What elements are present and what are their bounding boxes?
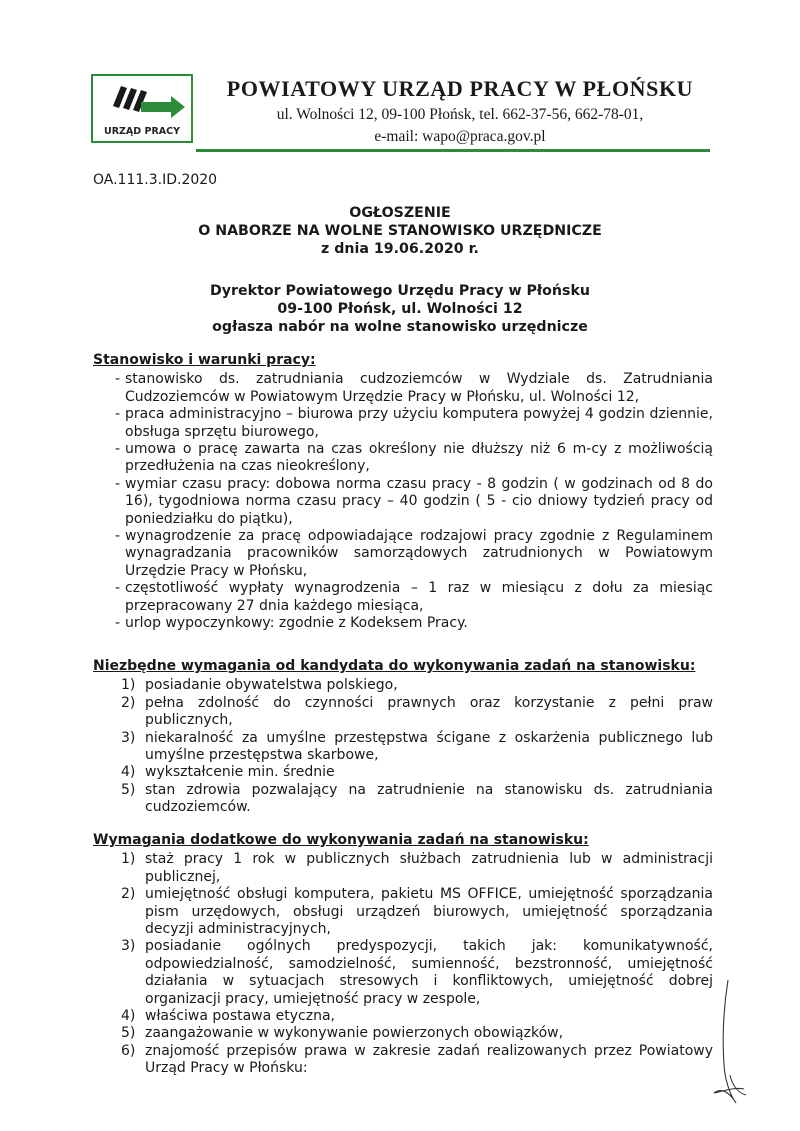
announcement-title (100, 204, 700, 258)
item-number: 5) (121, 781, 136, 798)
item-text: stan zdrowia pozwalający na zatrudnienie na stanowisku ds. zatrudniania cudzoziemców. (145, 781, 713, 816)
organization-name: POWIATOWY URZĄD PRACY W PŁOŃSKU (226, 76, 694, 101)
item-number: 1) (121, 851, 136, 868)
announcement-line-2: O NABORZE NA WOLNE STANOWISKO URZĘDNICZE (198, 223, 602, 239)
item-text: pełna zdolność do czynności prawnych oraz korzystanie z pełni praw publicznych, (145, 694, 713, 729)
item-text: znajomość przepisów prawa w zakresie zadań realizowanych przez Powiatowy Urząd Pracy w Płońsku: (145, 1042, 713, 1077)
item-number: 5) (121, 1025, 136, 1042)
logo (91, 74, 193, 143)
list-item (121, 677, 713, 694)
list-item (121, 764, 713, 781)
arrow-logo-icon (93, 76, 191, 126)
item-text: niekaralność za umyślne przestępstwa ścigane z oskarżenia publicznego lub umyślne przestępstwa skarbowe, (145, 729, 713, 764)
conditions-list (93, 371, 713, 632)
director-block (100, 282, 700, 336)
item-number: 3) (121, 729, 136, 746)
item-number: 6) (121, 1042, 136, 1059)
section-required-qualifications (93, 658, 713, 817)
requirements-list (93, 677, 713, 816)
list-item (121, 851, 713, 886)
handwritten-signature (700, 975, 760, 1115)
list-item: - częstotliwość wypłaty wynagrodzenia – 1 raz w miesiącu z dołu za miesiąc przepracowany 27 dnia każdego miesiąca, (115, 580, 713, 615)
item-text: staż pracy 1 rok w publicznych służbach zatrudnienia lub w administracji publicznej, (145, 851, 713, 885)
logo-text: URZĄD PRACY (104, 126, 180, 137)
item-number: 4) (121, 1008, 136, 1025)
header-divider (196, 149, 710, 152)
item-text: posiadanie obywatelstwa polskiego, (145, 677, 398, 694)
list-item: - urlop wypoczynkowy: zgodnie z Kodeksem Pracy. (115, 615, 713, 632)
list-item (121, 938, 713, 1008)
director-line-3: ogłasza nabór na wolne stanowisko urzędnicze (212, 319, 588, 335)
announcement-line-3: z dnia 19.06.2020 r. (321, 241, 479, 257)
item-text: wykształcenie min. średnie (145, 764, 335, 781)
organization-address: ul. Wolności 12, 09-100 Płońsk, tel. 662-37-56, 662-78-01, (276, 106, 644, 123)
section-position-conditions (93, 352, 713, 633)
organization-email: e-mail: wapo@praca.gov.pl (374, 128, 546, 145)
list-item (121, 1008, 713, 1025)
section-title: Stanowisko i warunki pracy: (93, 352, 316, 368)
list-item: - umowa o pracę zawarta na czas określony nie dłuższy niż 6 m-cy z możliwością przedłużenia na czas nieokreślony, (115, 441, 713, 476)
item-number: 2) (121, 886, 136, 903)
item-text: zaangażowanie w wykonywanie powierzonych obowiązków, (145, 1025, 564, 1042)
item-number: 1) (121, 677, 136, 694)
director-line-2: 09-100 Płońsk, ul. Wolności 12 (277, 301, 523, 317)
list-item (121, 730, 713, 765)
item-number: 3) (121, 938, 136, 955)
list-item: - wymiar czasu pracy: dobowa norma czasu pracy - 8 godzin ( w godzinach od 8 do 16), tygodniowa norma czasu pracy – 40 godzin ( 5 - cio dniowy tydzień pracy od poniedziałku do piątku), (115, 476, 713, 528)
list-item (121, 1043, 713, 1078)
additional-requirements-list (93, 851, 713, 1077)
document-reference: OA.111.3.ID.2020 (93, 172, 218, 188)
item-number: 4) (121, 764, 136, 781)
announcement-line-1: OGŁOSZENIE (349, 205, 451, 221)
item-text: posiadanie ogólnych predyspozycji, takich jak: komunikatywność, odpowiedzialność, samodzielność, sumienność, bezstronność, umiejętność działania w sytuacjach stresowych i konfliktowych, umiejętność dobrej organizacji pracy, umiejętność pracy w zespole, (145, 938, 713, 1007)
list-item: - praca administracyjno – biurowa przy użyciu komputera powyżej 4 godzin dziennie, obsługa sprzętu biurowego, (115, 406, 713, 441)
list-item (121, 886, 713, 938)
director-line-1: Dyrektor Powiatowego Urzędu Pracy w Płońsku (209, 283, 591, 299)
list-item (121, 1025, 713, 1042)
list-item: - wynagrodzenie za pracę odpowiadające rodzajowi pracy zgodnie z Regulaminem wynagradzania pracowników samorządowych zatrudnionych w Powiatowym Urzędzie Pracy w Płońsku, (115, 528, 713, 580)
section-additional-qualifications (93, 832, 713, 1078)
list-item (121, 782, 713, 817)
section-title: Niezbędne wymagania od kandydata do wykonywania zadań na stanowisku: (93, 658, 696, 674)
item-text: umiejętność obsługi komputera, pakietu MS OFFICE, umiejętność sporządzania pism urzędowych, obsługi urządzeń biurowych, umiejętność sporządzania decyzji administracyjnych, (145, 886, 713, 938)
section-title: Wymagania dodatkowe do wykonywania zadań na stanowisku: (93, 832, 589, 848)
list-item (121, 695, 713, 730)
list-item: - stanowisko ds. zatrudniania cudzoziemców w Wydziale ds. Zatrudniania Cudzoziemców w Powiatowym Urzędzie Pracy w Płońsku, ul. Wolności 12, (115, 371, 713, 406)
item-text: właściwa postawa etyczna, (145, 1008, 335, 1025)
item-number: 2) (121, 694, 136, 711)
